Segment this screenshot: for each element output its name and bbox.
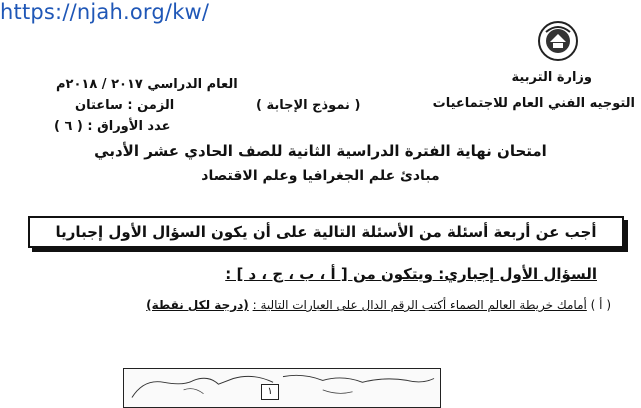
answer-model-label: ( نموذج الإجابة ): [256, 98, 361, 113]
academic-year: العام الدراسي ٢٠١٧ / ٢٠١٨م: [56, 77, 238, 92]
state-emblem-icon: [537, 20, 579, 62]
part-a-score: (درجة لكل نقطة): [146, 298, 249, 312]
question1-part-a: [146, 298, 611, 312]
part-a-label: ( أ ): [590, 298, 611, 312]
exam-subject: مبادئ علم الجغرافيا وعلم الاقتصاد: [201, 168, 440, 184]
ministry-name: وزارة التربية: [511, 70, 592, 85]
exam-title: امتحان نهاية الفترة الدراسية الثانية للصف الحادي عشر الأدبي: [94, 142, 547, 160]
header-url[interactable]: https://njah.org/kw/: [0, 0, 210, 24]
map-marker-box: ١: [261, 384, 279, 400]
instruction-box: [28, 216, 624, 248]
exam-time: الزمن : ساعتان: [75, 98, 175, 113]
instruction-text: أجب عن أربعة أسئلة من الأسئلة التالية على أن يكون السؤال الأول إجباريا: [55, 223, 597, 241]
question1-heading: السؤال الأول إجباري: ويتكون من [ أ ، ب ، ج ، د ] :: [225, 265, 597, 283]
department-name: التوجيه الفني العام للاجتماعيات: [432, 96, 635, 111]
page-count: عدد الأوراق : ( ٦ ): [54, 119, 171, 134]
world-map: [123, 368, 441, 408]
part-a-text: أمامك خريطة العالم الصماء أكتب الرقم الدال على العبارات التالية :: [252, 298, 587, 312]
